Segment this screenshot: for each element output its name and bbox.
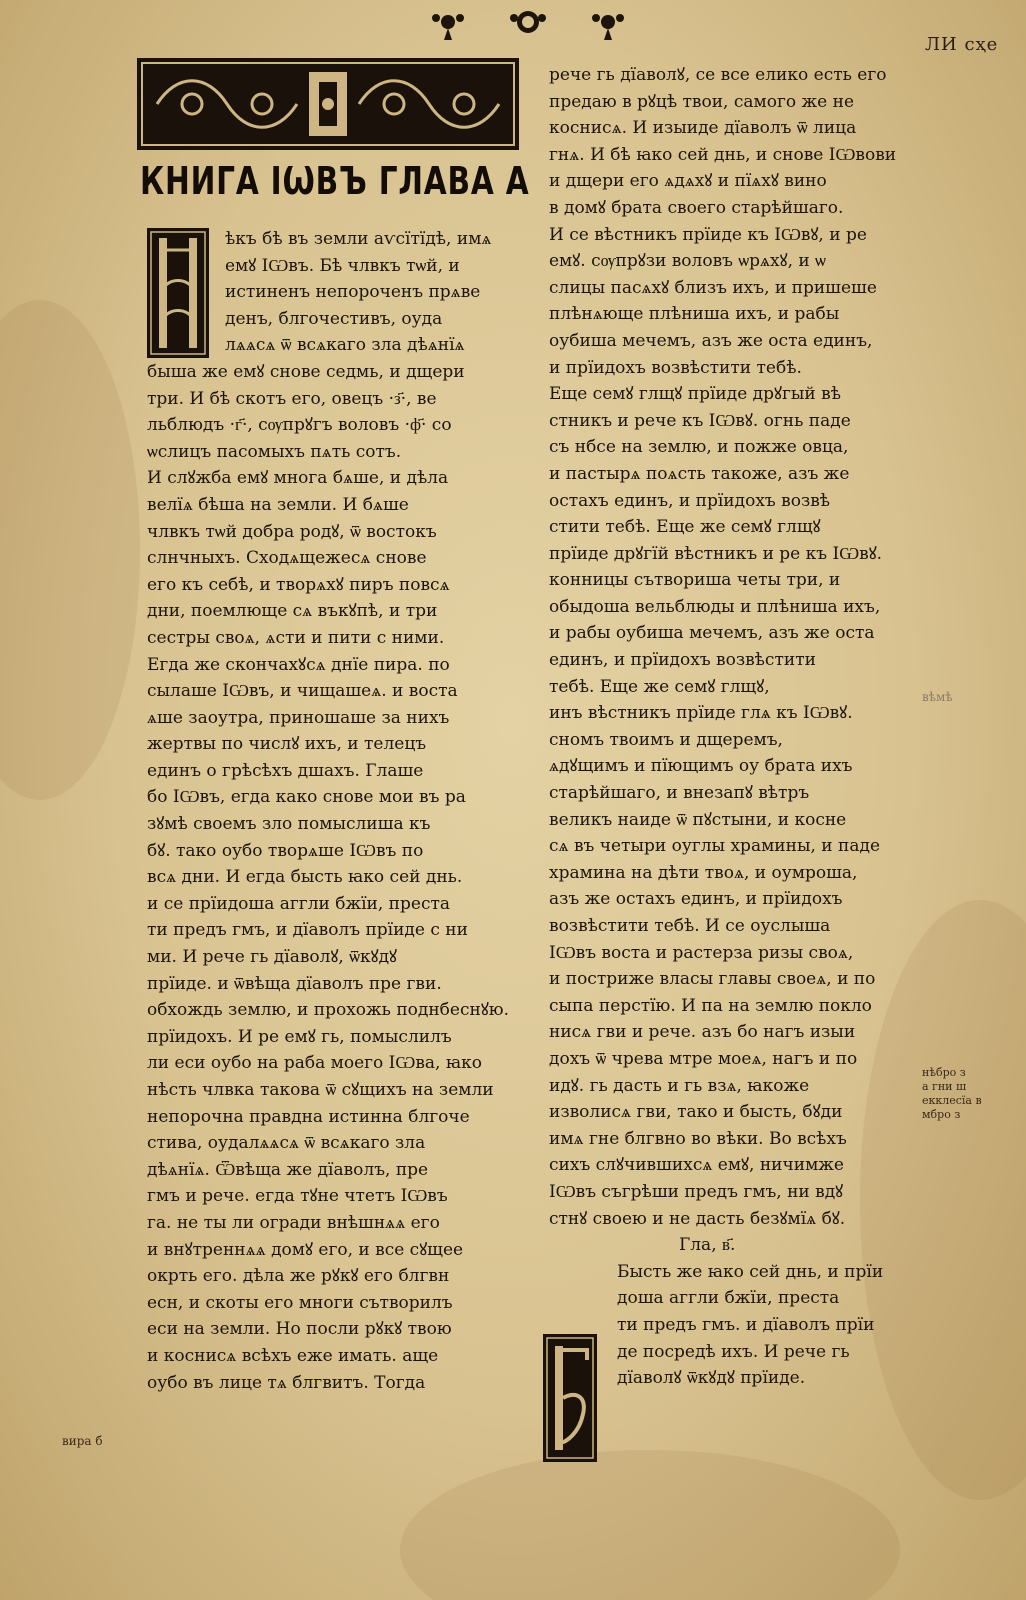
text-line: стнꙋ своею и не дасть безꙋмїѧ бꙋ. (549, 1208, 846, 1229)
text-line: дїаволꙋ ѿкꙋдꙋ прїиде. (617, 1368, 806, 1389)
text-line: дѣѧнїѧ. Ѿвѣща же дїаволъ, пре (147, 1159, 429, 1180)
text-line: прїиде. и ѿвѣща дїаволъ пре гви. (147, 973, 442, 994)
text-line: ѧдꙋщимъ и пїющимъ оу брата ихъ (549, 756, 853, 777)
text-line: льблюдъ ·г҃·, сѹпрꙋгъ воловъ ·ф҃· со (147, 415, 452, 436)
drop-cap-initial-icon (543, 1334, 597, 1462)
text-line: рече гь дїаволꙋ, се все елико есть его (549, 65, 887, 85)
text-line: стива, оудалѧѧсѧ ѿ всѧкаго зла (147, 1133, 426, 1154)
text-line: доша аггли бжїи, преста (617, 1288, 840, 1309)
text-line: слнчныхъ. Сходѧщежесѧ снове (147, 548, 427, 569)
text-line: прїидохъ. И ре емꙋ гь, помыслилъ (147, 1026, 452, 1047)
text-line: и коснисѧ всѣхъ еже имать. аще (147, 1345, 439, 1366)
text-line: Еще семꙋ глщꙋ прїиде дрꙋгый вѣ (549, 384, 841, 405)
headband-ornament-icon (137, 58, 519, 150)
text-line: его къ себѣ, и творѧхꙋ пиръ повсѧ (147, 574, 450, 595)
text-line: Егда же скончахꙋсѧ днїе пира. по (147, 654, 450, 675)
text-line: еси на земли. Но посли рꙋкꙋ твою (147, 1319, 452, 1340)
text-line: всѧ дни. И егда бысть ꙗко сей днь. (147, 867, 463, 888)
text-line: и пастырѧ поѧсть такоже, азъ же (549, 463, 850, 484)
text-line: три. И бѣ скотъ его, овецъ ·з҃·, ве (147, 388, 437, 409)
text-line: И се вѣстникъ прїиде къ ІѠвꙋ, и ре (549, 224, 867, 245)
text-line: быша же емꙋ снове седмь, и дщери (147, 361, 465, 382)
text-line: храмина на дѣти твоѧ, и оумроша, (549, 862, 858, 883)
text-line: возвѣстити тебѣ. И се оуслыша (549, 916, 831, 936)
text-line: Бысть же ꙗко сей днь, и прїи (617, 1261, 884, 1282)
text-line: нѣсть члвка такова ѿ сꙋщихъ на земли (147, 1080, 494, 1100)
text-line: ми. И рече гь дїаволꙋ, ѿкꙋдꙋ (147, 947, 398, 968)
text-line: оубиша мечемъ, азъ же оста единъ, (549, 330, 873, 351)
text-line: лѧѧсѧ ѿ всѧкаго зла дѣѧнїѧ (225, 335, 465, 356)
text-line: истиненъ непороченъ прѧве (225, 282, 481, 303)
margin-note-line: а гни ш (922, 1080, 967, 1093)
text-line: дохъ ѿ чрева мтре моеѧ, нагъ и по (549, 1048, 858, 1069)
text-line: и прїидохъ возвѣстити тебѣ. (549, 357, 802, 378)
text-line: денъ, блгочестивъ, оуда (225, 308, 443, 329)
text-line: окрть его. дѣла же рꙋкꙋ его блгвн (147, 1266, 450, 1287)
text-line: сылаше ІѠвъ, и чищашеѧ. и воста (147, 681, 458, 702)
text-line: обыдоша вельблюды и плѣниша ихъ, (549, 596, 881, 617)
text-line: гмъ и рече. егда тꙋне чтетъ ІѠвъ (147, 1186, 448, 1207)
text-line: дни, поемлюще сѧ въкꙋпѣ, и три (147, 601, 438, 622)
text-line: и се прїидоша аггли бжїи, преста (147, 893, 451, 914)
text-line: в домꙋ брата своего старѣйшаго. (549, 197, 844, 218)
right-margin-note (922, 1066, 982, 1122)
text-line: старѣйшаго, и внезапꙋ вѣтръ (549, 783, 810, 804)
chapter-heading: Гла, в҃. (679, 1235, 736, 1256)
text-line: га. не ты ли огради внѣшнѧѧ его (147, 1212, 440, 1233)
text-line: съ нбсе на землю, и пожже овца, (549, 437, 849, 458)
text-line: сномъ твоимъ и дщеремъ, (549, 729, 783, 750)
paper-stain (400, 1450, 900, 1600)
text-line: емꙋ. сѹпрꙋзи воловъ ѡрѧхꙋ, и ѡ (549, 251, 826, 272)
text-line: ти предъ гмъ, и дїаволъ прїиде с ни (147, 920, 468, 941)
text-line: тебѣ. Еще же семꙋ глщꙋ, (549, 676, 770, 697)
text-line: ли еси оубо на раба моего ІѠва, ꙗко (147, 1053, 482, 1074)
text-line: и внꙋтреннѧѧ домꙋ его, и все сꙋщее (147, 1239, 464, 1260)
text-line: изволисѧ гви, тако и бысть, бꙋди (549, 1102, 843, 1123)
text-line: сихъ слꙋчившихсѧ емꙋ, ничимже (549, 1155, 844, 1176)
top-ornament-icon (428, 6, 628, 42)
text-line: оубо въ лице тѧ блгвитъ. Тогда (147, 1372, 426, 1393)
text-line: азъ же остахъ единъ, и прїидохъ (549, 889, 843, 910)
text-line: ѣкъ бѣ въ земли аѵсїтїдѣ, имѧ (225, 229, 492, 249)
text-line: коснисѧ. И изыиде дїаволъ ѿ лица (549, 118, 857, 139)
text-line: конницы сътвориша четы три, и (549, 570, 841, 591)
text-line: члвкъ тѡй добра родꙋ, ѿ востокъ (147, 521, 437, 542)
text-line: сестры своѧ, ѧсти и пити с ними. (147, 627, 445, 648)
text-line: жертвы по числꙋ ихъ, и телецъ (147, 734, 427, 755)
text-line: сыпа перстїю. И па на землю покло (549, 995, 872, 1016)
text-line: гнѧ. И бѣ ꙗко сей днь, и снове ІѠвови (549, 144, 897, 165)
folio-number: ЛИ сҳе (925, 34, 999, 55)
text-line: бо ІѠвъ, егда како снове мои въ ра (147, 787, 466, 808)
text-line: великъ наиде ѿ пꙋстыни, и косне (549, 809, 847, 830)
text-line: единъ о грѣсѣхъ дшахъ. Глаше (147, 760, 424, 781)
text-line: есн, и скоты его многи сътворилъ (147, 1292, 453, 1313)
margin-note-line: нѣбро з (922, 1066, 966, 1079)
text-line: ти предъ гмъ. и дїаволъ прїи (617, 1314, 875, 1335)
text-line: сѧ въ четыри оуглы храмины, и паде (549, 836, 881, 857)
text-line: ІѠвъ воста и растерза ризы своѧ, (549, 942, 854, 963)
text-line: слицы пасѧхꙋ близъ ихъ, и пришеше (549, 277, 877, 298)
left-margin-note: вира б (62, 1434, 103, 1448)
book-title: КНИГА ІѠВЪ ГЛАВА А (140, 159, 530, 203)
paper-stain (0, 300, 140, 800)
text-line: прїиде дрꙋгїй вѣстникъ и ре къ ІѠвꙋ. (549, 543, 883, 564)
margin-note-line: мбро з (922, 1108, 961, 1121)
text-line: единъ, и прїидохъ возвѣстити (549, 650, 816, 671)
text-line: и рабы оубиша мечемъ, азъ же оста (549, 623, 875, 644)
text-line: предаю в рꙋцѣ твои, самого же не (549, 91, 854, 112)
text-line: нисѧ гви и рече. азъ бо нагъ изыи (549, 1022, 856, 1043)
text-line: непорочна правдна истинна блгоче (147, 1106, 470, 1127)
right-margin-note: вѣмѣ (922, 690, 953, 704)
text-line: велїѧ бѣша на земли. И бѧше (147, 494, 409, 515)
text-line: стити тебѣ. Еще же семꙋ глщꙋ (549, 517, 821, 538)
text-line: стникъ и рече къ ІѠвꙋ. огнь паде (549, 410, 851, 431)
text-line: и постриже власы главы своеѧ, и по (549, 969, 876, 990)
text-line: имѧ гне блгвно во вѣки. Во всѣхъ (549, 1128, 847, 1149)
margin-note-line: екклесїа в (922, 1094, 982, 1107)
text-line: и дщери его ѧдѧхꙋ и пїѧхꙋ вино (549, 171, 827, 192)
text-line: ѧше заоутра, приношаше за нихъ (147, 707, 450, 728)
text-line: ѡслицъ пасомыхъ пѧть сотъ. (147, 441, 402, 462)
text-line: остахъ единъ, и прїидохъ возвѣ (549, 490, 831, 511)
text-line: И слꙋжба емꙋ многа бѧше, и дѣла (147, 468, 449, 489)
text-line: обхождь землю, и прохожь поднбеснꙋю. (147, 1000, 510, 1021)
left-text-column (147, 226, 519, 1396)
text-line: инъ вѣстникъ прїиде глѧ къ ІѠвꙋ. (549, 703, 853, 724)
text-line: де посредѣ ихъ. И рече гь (617, 1341, 850, 1362)
text-line: идꙋ. гь дасть и гь взѧ, ꙗкоже (549, 1075, 810, 1096)
text-line: плѣнѧюще плѣниша ихъ, и рабы (549, 304, 840, 325)
right-text-column (549, 62, 919, 1392)
text-line: емꙋ ІѠвъ. Бѣ члвкъ тѡй, и (225, 255, 460, 276)
text-line: ІѠвъ съгрѣши предъ гмъ, ни вдꙋ (549, 1181, 844, 1202)
text-line: бꙋ. тако оубо творѧше ІѠвъ по (147, 840, 424, 861)
text-line: зꙋмѣ своемъ зло помыслиша къ (147, 814, 431, 835)
